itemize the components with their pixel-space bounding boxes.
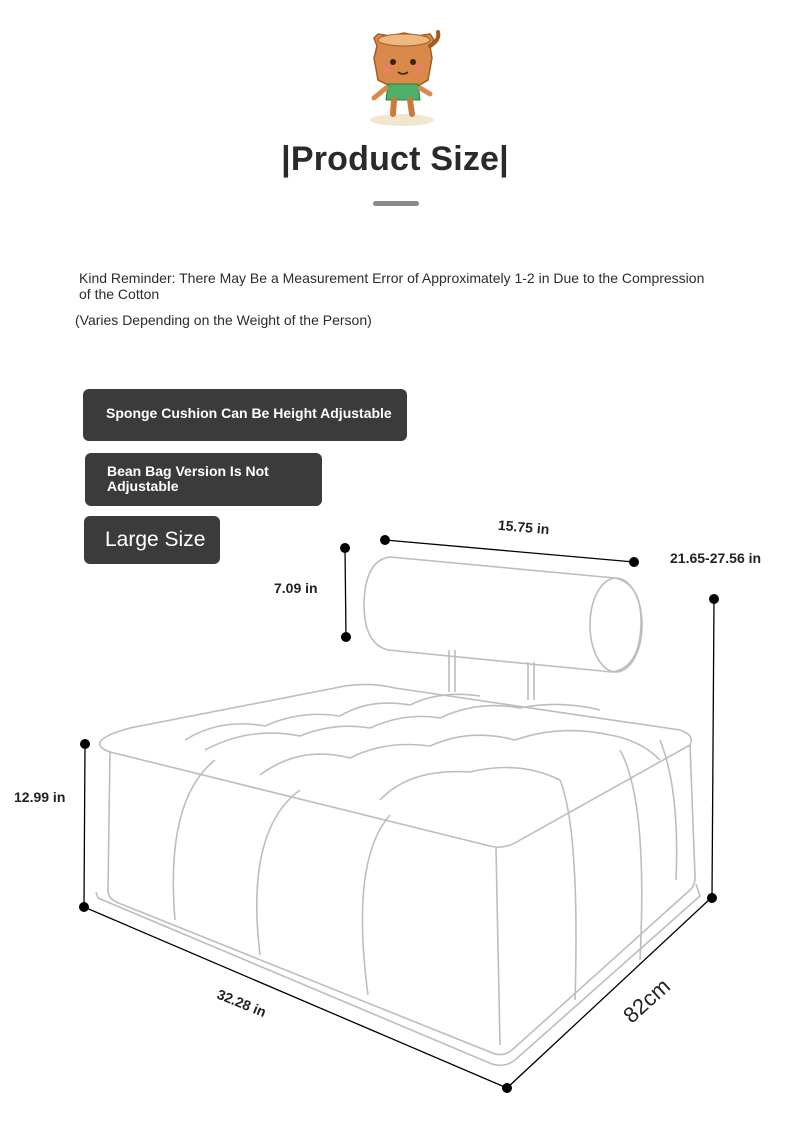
seat-height-label: 12.99 in — [14, 789, 66, 805]
weight-note-text: (Varies Depending on the Weight of the Person) — [75, 312, 372, 328]
pillow-diameter-label: 7.09 in — [274, 580, 318, 596]
chair-outline — [96, 557, 700, 1065]
bean-bag-badge: Bean Bag Version Is Not Adjustable — [85, 453, 322, 506]
total-height-label: 21.65-27.56 in — [670, 550, 762, 566]
depth-label: 82cm — [618, 973, 675, 1028]
dimension-lines — [84, 540, 714, 1088]
size-badge: Large Size — [84, 516, 220, 564]
pillow-length-label: 15.75 in — [497, 516, 550, 538]
reminder-text: Kind Reminder: There May Be a Measurement Error of Approximately 1-2 in Due to the Compression of the Cotton — [79, 270, 705, 302]
page-title: |Product Size| — [281, 140, 509, 178]
width-label: 32.28 in — [214, 985, 269, 1021]
sponge-cushion-badge: Sponge Cushion Can Be Height Adjustable — [83, 389, 407, 441]
